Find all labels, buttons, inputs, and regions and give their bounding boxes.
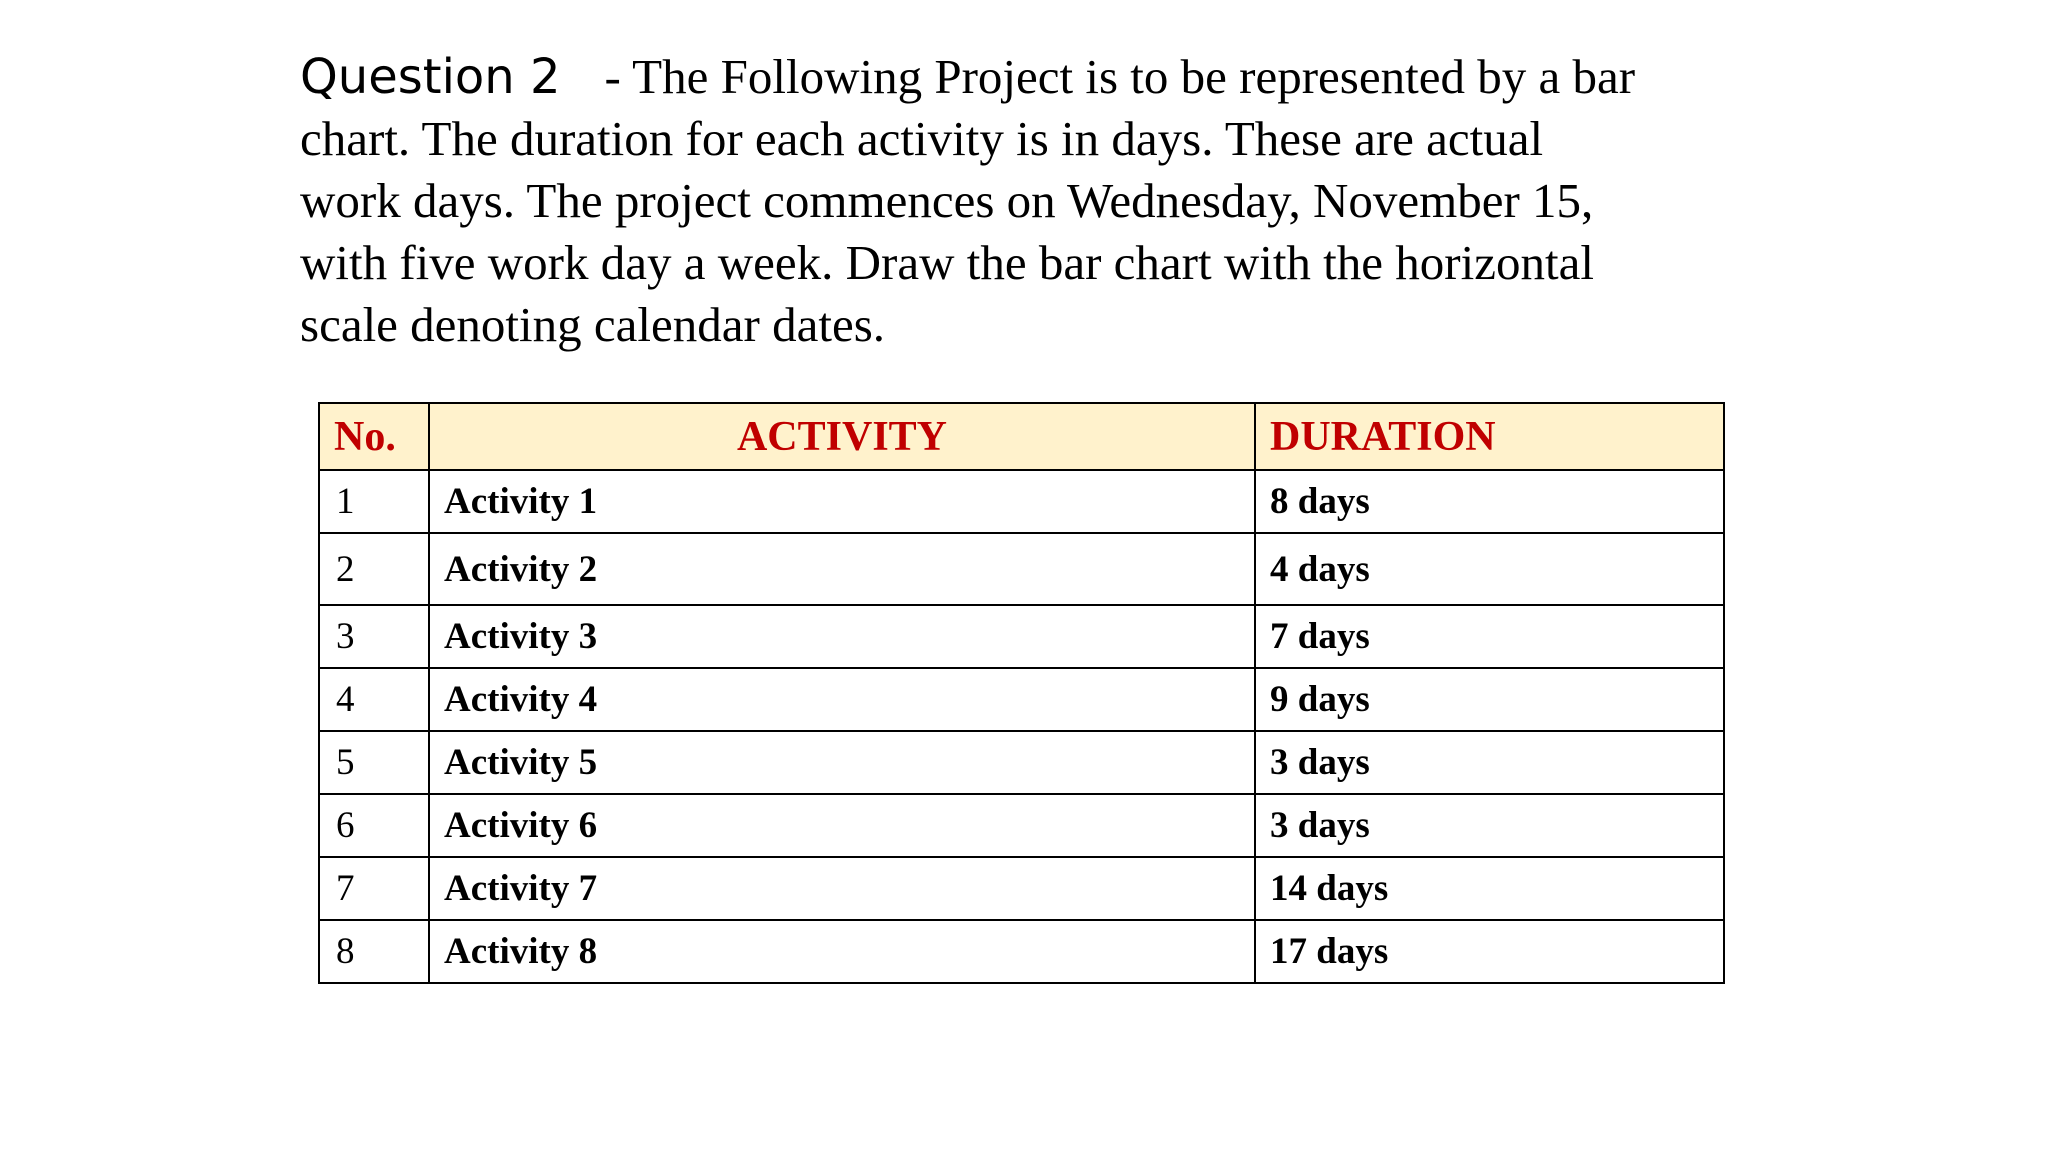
question-line-4: with five work day a week. Draw the bar chart with the horizontal bbox=[300, 235, 1594, 290]
row-no: 2 bbox=[319, 533, 429, 605]
question-line-3: work days. The project commences on Wednesday, November 15, bbox=[300, 173, 1594, 228]
question-line-1-text: - The Following Project is to be represented by a bar bbox=[604, 49, 1636, 104]
row-duration: 9 days bbox=[1255, 668, 1724, 731]
row-duration: 4 days bbox=[1255, 533, 1724, 605]
row-activity: Activity 6 bbox=[429, 794, 1255, 857]
row-activity: Activity 4 bbox=[429, 668, 1255, 731]
table-row bbox=[319, 668, 1724, 731]
row-activity: Activity 1 bbox=[429, 470, 1255, 533]
row-no: 7 bbox=[319, 857, 429, 920]
table-row bbox=[319, 857, 1724, 920]
row-duration: 7 days bbox=[1255, 605, 1724, 668]
row-no: 5 bbox=[319, 731, 429, 794]
question-line-2: chart. The duration for each activity is in days. These are actual bbox=[300, 111, 1544, 166]
table-header-row bbox=[319, 403, 1724, 470]
row-activity: Activity 3 bbox=[429, 605, 1255, 668]
question-text bbox=[300, 46, 1760, 356]
row-duration: 3 days bbox=[1255, 731, 1724, 794]
row-no: 6 bbox=[319, 794, 429, 857]
table-row bbox=[319, 470, 1724, 533]
header-duration: DURATION bbox=[1255, 403, 1724, 470]
table-row bbox=[319, 533, 1724, 605]
question-label: Question 2 bbox=[300, 49, 561, 105]
row-activity: Activity 8 bbox=[429, 920, 1255, 983]
row-no: 3 bbox=[319, 605, 429, 668]
activity-table bbox=[318, 402, 1725, 984]
row-duration: 17 days bbox=[1255, 920, 1724, 983]
table-row bbox=[319, 794, 1724, 857]
row-no: 4 bbox=[319, 668, 429, 731]
row-activity: Activity 7 bbox=[429, 857, 1255, 920]
table-row bbox=[319, 920, 1724, 983]
row-duration: 3 days bbox=[1255, 794, 1724, 857]
question-line-5: scale denoting calendar dates. bbox=[300, 297, 886, 352]
row-duration: 8 days bbox=[1255, 470, 1724, 533]
row-no: 1 bbox=[319, 470, 429, 533]
question-line-1 bbox=[300, 46, 1760, 108]
row-no: 8 bbox=[319, 920, 429, 983]
table-row bbox=[319, 731, 1724, 794]
row-activity: Activity 5 bbox=[429, 731, 1255, 794]
header-no: No. bbox=[319, 403, 429, 470]
row-activity: Activity 2 bbox=[429, 533, 1255, 605]
row-duration: 14 days bbox=[1255, 857, 1724, 920]
table-row bbox=[319, 605, 1724, 668]
header-activity: ACTIVITY bbox=[429, 403, 1255, 470]
